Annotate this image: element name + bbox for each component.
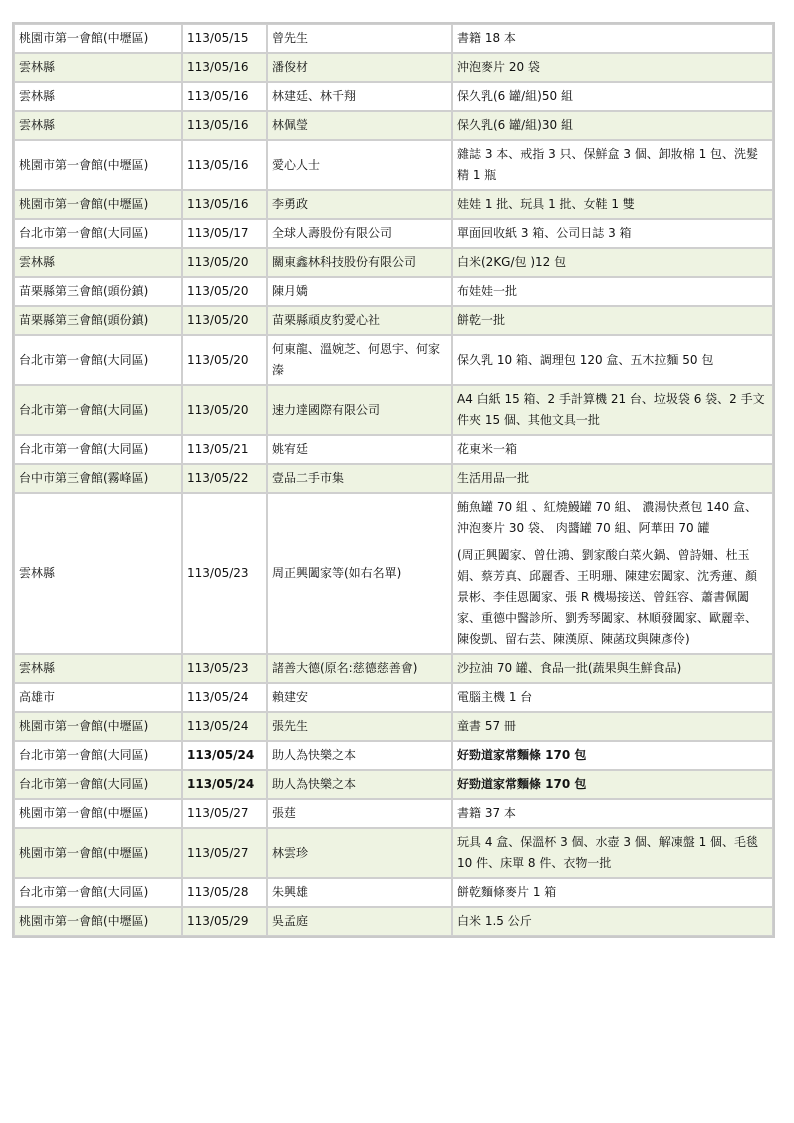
location-cell <box>14 248 182 277</box>
location-cell <box>14 907 182 936</box>
donor-cell <box>267 277 452 306</box>
date-cell <box>182 464 267 493</box>
date-cell-text: 113/05/28 <box>187 885 249 899</box>
date-cell <box>182 493 267 654</box>
date-cell <box>182 82 267 111</box>
date-cell <box>182 335 267 385</box>
location-cell <box>14 464 182 493</box>
donor-cell <box>267 24 452 53</box>
table-row <box>14 828 773 878</box>
items-cell-text: 花東米一箱 <box>457 442 518 456</box>
donor-cell <box>267 82 452 111</box>
items-cell-text: 童書 57 冊 <box>457 719 516 733</box>
date-cell-text: 113/05/24 <box>187 719 249 733</box>
items-cell <box>452 385 773 435</box>
items-cell <box>452 190 773 219</box>
items-cell-text: 書籍 37 本 <box>457 806 516 820</box>
items-cell-text: 保久乳(6 罐/組)50 組 <box>457 89 573 103</box>
donor-cell-text: 潘俊材 <box>272 60 309 74</box>
items-cell-text: 白米 1.5 公斤 <box>457 914 532 928</box>
location-cell-text: 桃園市第一會館(中壢區) <box>19 157 149 172</box>
location-cell-text: 桃園市第一會館(中壢區) <box>19 806 149 820</box>
donor-cell-text: 何東龍、溫婉芝、何恩宇、何家溱 <box>272 342 441 377</box>
date-cell-text: 113/05/23 <box>187 661 249 675</box>
items-cell-text: 電腦主機 1 台 <box>457 690 533 704</box>
table-row <box>14 277 773 306</box>
items-cell-text: 單面回收紙 3 箱、公司日誌 3 箱 <box>457 226 632 240</box>
location-cell <box>14 24 182 53</box>
donor-cell-text: 愛心人士 <box>272 157 321 172</box>
location-cell-text: 台中市第三會館(霧峰區) <box>19 471 149 485</box>
table-row <box>14 712 773 741</box>
date-cell <box>182 683 267 712</box>
table-row <box>14 654 773 683</box>
items-cell <box>452 878 773 907</box>
items-cell <box>452 907 773 936</box>
location-cell <box>14 306 182 335</box>
donor-cell <box>267 385 452 435</box>
location-cell-text: 桃園市第一會館(中壢區) <box>19 845 149 860</box>
items-cell-text: 餅乾一批 <box>457 313 506 327</box>
donor-cell <box>267 219 452 248</box>
items-cell-text: 雜誌 3 本、戒指 3 只、保鮮盒 3 個、卸妝棉 1 包、洗髮精 1 瓶 <box>457 147 759 182</box>
donor-cell-text: 林建廷、林千翔 <box>272 89 357 103</box>
donor-cell <box>267 435 452 464</box>
location-cell <box>14 190 182 219</box>
donor-cell <box>267 464 452 493</box>
items-cell <box>452 111 773 140</box>
location-cell-text: 台北市第一會館(大同區) <box>19 442 149 456</box>
items-cell <box>452 683 773 712</box>
date-cell <box>182 277 267 306</box>
location-cell-text: 雲林縣 <box>19 255 56 269</box>
donor-cell <box>267 306 452 335</box>
date-cell <box>182 741 267 770</box>
table-row <box>14 907 773 936</box>
table-row <box>14 770 773 799</box>
table-row <box>14 385 773 435</box>
location-cell <box>14 878 182 907</box>
date-cell-text: 113/05/29 <box>187 914 249 928</box>
donor-cell-text: 吳孟庭 <box>272 914 309 928</box>
items-cell <box>452 770 773 799</box>
location-cell-text: 高雄市 <box>19 690 56 704</box>
location-cell-text: 台北市第一會館(大同區) <box>19 226 149 240</box>
items-note-text: (周正興闔家、曾仕鴻、劉家酸白菜火鍋、曾詩姍、杜玉娟、蔡芳真、邱麗香、王明珊、陳建宏闔家、沈秀蓮、顏景彬、李佳恩闔家、張 R 機場接送、曾鈺容、蕭書佩闔家、重德中醫診所、劉秀琴闔家、林順發闔家、歐麗幸、陳俊凱、留右芸、陳漢原、陳菡玟與陳彥伶) <box>457 548 758 646</box>
donor-cell <box>267 828 452 878</box>
items-cell-text: 保久乳 10 箱、調理包 120 盒、五木拉麵 50 包 <box>457 352 714 367</box>
location-cell-text: 台北市第一會館(大同區) <box>19 352 149 367</box>
date-cell-text: 113/05/17 <box>187 226 249 240</box>
donor-cell-text: 關東鑫林科技股份有限公司 <box>272 255 417 269</box>
items-cell-text: 白米(2KG/包 )12 包 <box>457 255 567 269</box>
table-row <box>14 306 773 335</box>
table-row <box>14 683 773 712</box>
date-cell <box>182 828 267 878</box>
location-cell-text: 台北市第一會館(大同區) <box>19 402 149 417</box>
items-cell-text: 沖泡麥片 20 袋 <box>457 60 540 74</box>
items-cell-text: 好勁道家常麵條 170 包 <box>457 748 587 762</box>
donor-cell <box>267 907 452 936</box>
date-cell <box>182 770 267 799</box>
donor-cell <box>267 878 452 907</box>
donor-cell-text: 朱興雄 <box>272 885 309 899</box>
items-cell <box>452 435 773 464</box>
location-cell-text: 雲林縣 <box>19 661 56 675</box>
donor-cell <box>267 741 452 770</box>
items-cell <box>452 464 773 493</box>
items-cell <box>452 277 773 306</box>
items-cell-text: 保久乳(6 罐/組)30 組 <box>457 118 573 132</box>
location-cell <box>14 111 182 140</box>
location-cell <box>14 741 182 770</box>
date-cell-text: 113/05/23 <box>187 566 249 580</box>
location-cell-text: 台北市第一會館(大同區) <box>19 748 149 762</box>
date-cell <box>182 712 267 741</box>
table-row <box>14 53 773 82</box>
items-cell <box>452 335 773 385</box>
donor-cell-text: 陳月嬌 <box>272 284 309 298</box>
items-cell <box>452 53 773 82</box>
date-cell-text: 113/05/22 <box>187 471 249 485</box>
date-cell <box>182 306 267 335</box>
location-cell-text: 雲林縣 <box>19 566 56 580</box>
donor-cell-text: 賴建安 <box>272 690 309 704</box>
items-cell <box>452 828 773 878</box>
location-cell <box>14 828 182 878</box>
table-row <box>14 335 773 385</box>
items-cell-text: 沙拉油 70 罐、食品一批(蔬果與生鮮食品) <box>457 661 682 675</box>
donor-cell-text: 周正興闔家等(如右名單) <box>272 566 402 580</box>
date-cell <box>182 190 267 219</box>
location-cell-text: 雲林縣 <box>19 60 56 74</box>
date-cell <box>182 219 267 248</box>
date-cell <box>182 907 267 936</box>
date-cell-text: 113/05/24 <box>187 748 255 762</box>
items-cell <box>452 712 773 741</box>
location-cell-text: 桃園市第一會館(中壢區) <box>19 197 149 211</box>
date-cell-text: 113/05/27 <box>187 845 249 860</box>
items-cell-text: 餅乾麵條麥片 1 箱 <box>457 885 557 899</box>
date-cell-text: 113/05/16 <box>187 118 249 132</box>
location-cell <box>14 219 182 248</box>
table-row <box>14 140 773 190</box>
table-row <box>14 741 773 770</box>
donor-cell <box>267 190 452 219</box>
donor-cell <box>267 140 452 190</box>
donation-table <box>12 22 775 938</box>
location-cell-text: 桃園市第一會館(中壢區) <box>19 31 149 45</box>
donation-table-body <box>14 24 773 936</box>
items-cell <box>452 82 773 111</box>
location-cell <box>14 277 182 306</box>
items-cell-text: 娃娃 1 批、玩具 1 批、女鞋 1 雙 <box>457 197 635 211</box>
location-cell <box>14 335 182 385</box>
location-cell <box>14 654 182 683</box>
items-cell <box>452 741 773 770</box>
donor-cell-text: 全球人壽股份有限公司 <box>272 226 393 240</box>
date-cell-text: 113/05/16 <box>187 89 249 103</box>
location-cell-text: 苗栗縣第三會館(頭份鎮) <box>19 313 149 327</box>
date-cell <box>182 799 267 828</box>
items-cell <box>452 799 773 828</box>
date-cell-text: 113/05/15 <box>187 31 249 45</box>
donor-cell <box>267 770 452 799</box>
items-cell <box>452 306 773 335</box>
donor-cell <box>267 111 452 140</box>
donor-cell-text: 速力達國際有限公司 <box>272 402 381 417</box>
date-cell-text: 113/05/16 <box>187 157 249 172</box>
location-cell <box>14 493 182 654</box>
table-row <box>14 464 773 493</box>
location-cell-text: 雲林縣 <box>19 89 56 103</box>
donor-cell-text: 曾先生 <box>272 31 309 45</box>
date-cell <box>182 435 267 464</box>
donor-cell <box>267 799 452 828</box>
location-cell <box>14 53 182 82</box>
date-cell-text: 113/05/20 <box>187 402 249 417</box>
items-cell-text: 鮪魚罐 70 組 、紅燒鰻罐 70 組、 濃湯快煮包 140 盒、 沖泡麥片 30 袋、 肉醬罐 70 組、阿華田 70 罐 <box>457 500 757 535</box>
donor-cell-text: 壹品二手市集 <box>272 471 345 485</box>
donor-cell <box>267 248 452 277</box>
items-cell <box>452 140 773 190</box>
donor-cell-text: 苗栗縣頑皮豹愛心社 <box>272 313 381 327</box>
location-cell <box>14 770 182 799</box>
items-cell-text: 玩具 4 盒、保溫杯 3 個、水壺 3 個、解凍盤 1 個、毛毯 10 件、床單 8 件、衣物一批 <box>457 835 759 870</box>
donor-cell <box>267 683 452 712</box>
date-cell-text: 113/05/24 <box>187 777 255 791</box>
donor-cell <box>267 654 452 683</box>
location-cell <box>14 683 182 712</box>
location-cell <box>14 385 182 435</box>
donor-cell <box>267 53 452 82</box>
donor-cell-text: 林佩瑩 <box>272 118 309 132</box>
date-cell-text: 113/05/20 <box>187 313 249 327</box>
location-cell-text: 台北市第一會館(大同區) <box>19 777 149 791</box>
items-cell <box>452 248 773 277</box>
items-cell <box>452 654 773 683</box>
table-row <box>14 111 773 140</box>
date-cell <box>182 24 267 53</box>
items-cell-text: A4 白紙 15 箱、2 手計算機 21 台、垃圾袋 6 袋、2 手文件夾 15 個、其他文具一批 <box>457 392 765 427</box>
donor-cell <box>267 493 452 654</box>
donor-cell <box>267 712 452 741</box>
date-cell-text: 113/05/20 <box>187 352 249 367</box>
table-row <box>14 878 773 907</box>
date-cell <box>182 654 267 683</box>
date-cell-text: 113/05/21 <box>187 442 249 456</box>
items-cell <box>452 24 773 53</box>
date-cell <box>182 111 267 140</box>
date-cell-text: 113/05/27 <box>187 806 249 820</box>
items-cell-text: 生活用品一批 <box>457 471 530 485</box>
donor-cell-text: 助人為快樂之本 <box>272 748 357 762</box>
donor-cell-text: 姚宥廷 <box>272 442 309 456</box>
date-cell <box>182 385 267 435</box>
donor-cell-text: 諸善大德(原名:慈德慈善會) <box>272 661 418 675</box>
table-row <box>14 493 773 654</box>
location-cell <box>14 435 182 464</box>
date-cell-text: 113/05/20 <box>187 255 249 269</box>
donor-cell-text: 張莛 <box>272 806 297 820</box>
date-cell-text: 113/05/20 <box>187 284 249 298</box>
date-cell-text: 113/05/16 <box>187 60 249 74</box>
location-cell-text: 苗栗縣第三會館(頭份鎮) <box>19 284 149 298</box>
date-cell-text: 113/05/16 <box>187 197 249 211</box>
table-row <box>14 435 773 464</box>
location-cell-text: 台北市第一會館(大同區) <box>19 885 149 899</box>
items-cell-text: 書籍 18 本 <box>457 31 516 45</box>
date-cell <box>182 248 267 277</box>
location-cell <box>14 712 182 741</box>
table-row <box>14 24 773 53</box>
items-cell-text: 好勁道家常麵條 170 包 <box>457 777 587 791</box>
table-row <box>14 219 773 248</box>
donor-cell-text: 助人為快樂之本 <box>272 777 357 791</box>
location-cell <box>14 82 182 111</box>
items-cell <box>452 493 773 654</box>
items-cell <box>452 219 773 248</box>
table-row <box>14 248 773 277</box>
location-cell <box>14 140 182 190</box>
date-cell-text: 113/05/24 <box>187 690 249 704</box>
table-row <box>14 82 773 111</box>
donor-cell-text: 李勇政 <box>272 197 309 211</box>
items-cell-text: 布娃娃一批 <box>457 284 518 298</box>
donor-cell-text: 張先生 <box>272 719 309 733</box>
donor-cell <box>267 335 452 385</box>
donor-cell-text: 林雲珍 <box>272 845 309 860</box>
date-cell <box>182 53 267 82</box>
table-row <box>14 190 773 219</box>
location-cell-text: 桃園市第一會館(中壢區) <box>19 914 149 928</box>
location-cell-text: 桃園市第一會館(中壢區) <box>19 719 149 733</box>
date-cell <box>182 140 267 190</box>
table-row <box>14 799 773 828</box>
location-cell-text: 雲林縣 <box>19 118 56 132</box>
date-cell <box>182 878 267 907</box>
location-cell <box>14 799 182 828</box>
